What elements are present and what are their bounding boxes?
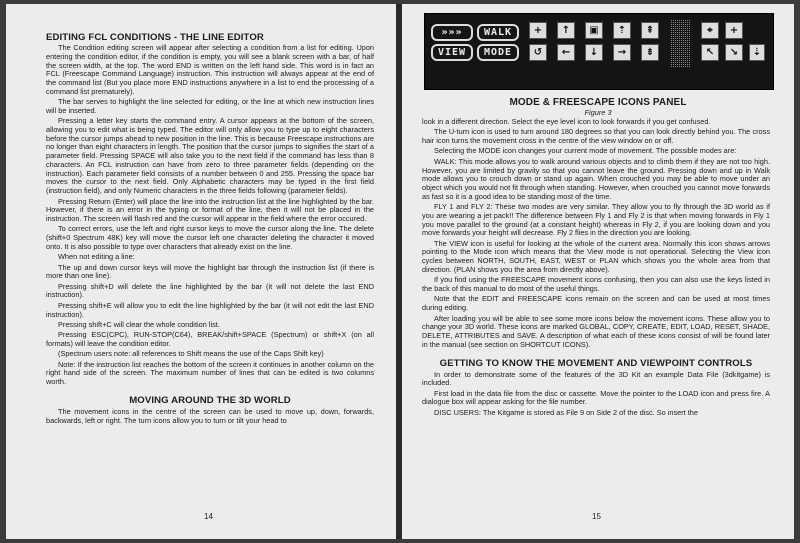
right-arrow-icon: →	[613, 44, 631, 61]
right-body	[422, 118, 770, 417]
mode-label: MODE	[477, 44, 519, 61]
section-title-controls: GETTING TO KNOW THE MOVEMENT AND VIEWPOINT CONTROLS	[439, 357, 753, 369]
walk-label: WALK	[477, 24, 519, 41]
paragraph: First load in the data file from the disc or cassette. Move the pointer to the LOAD icon and press fire. A dialogue box will appear asking for the file number.	[422, 388, 770, 407]
up-arrow-icon: ⇡	[613, 22, 631, 39]
paragraph: Pressing a letter key starts the command entry. A cursor appears at the bottom of the screen, allowing you to edit what is being typed. The editor will only allow you to type up to eight characters before the cursor jumps ahead to new position in the line. This is because Freescape instructions are no longer than eight characters in length. The position that the cursor jumps to signifies the start of a parameter field. Pressing SPACE will also take you to the next field if the command has less than 8 characters. An FCL instruction can have from zero to three parameter fields (depending on the instruction). Each parameter field consists of a number between 0 and 255. Pressing the space bar moves the cursor to the next field. Only Alphabetic characters may be typed in the first field (instruction field), and only Numeric characters in the three fields following (parameter fields).	[46, 116, 374, 196]
paragraph: Pressing shift+D will delete the line highlighted by the bar (it will not delete the last END instruction).	[46, 281, 374, 300]
figure-title: MODE & FREESCAPE ICONS PANEL	[509, 97, 687, 108]
paragraph: Selecting the MODE icon changes your current mode of movement. The possible modes are:	[434, 146, 737, 156]
icons-panel-figure	[424, 13, 774, 90]
paragraph: The bar serves to highlight the line selected for editing, or the line at which new instruction lines will be inserted.	[46, 97, 374, 115]
paragraph: Pressing shift+E will allow you to edit the line highlighted by the bar (it will not edit the last END instruction).	[46, 300, 374, 319]
plus-icon: +	[529, 22, 547, 39]
paragraph: Pressing shift+C will clear the whole condition list.	[58, 319, 220, 329]
arrows-label: »»»	[431, 24, 473, 41]
page-number: 15	[592, 512, 601, 521]
paragraph: FLY 1 and FLY 2: These two modes are very similar. They allow you to fly through the 3D world as if you are wearing a jet pack!! The difference between Fly 1 and Fly 2 is that when moving forwards in Fly 1 you move parallel to the ground (at a constant height) whereas in Fly 2, if you are looking down and you move forwards your height will decrease. Fly 2 flies in the direction you are looking.	[422, 202, 770, 238]
down-arrow-icon: ⇟	[641, 44, 659, 61]
paragraph: The movement icons in the centre of the screen can be used to move up, down, forwards, backwards, left or right. The turn icons allow you to turn or tilt your head to	[46, 406, 374, 425]
paragraph: The Condition editing screen will appear after selecting a condition from a list for editing. Upon entering the condition editor, if the condition is empty, you will see a blank screen with a bar, of half the screen width, at the top. The word END is written on the left hand side. This word is in fact an FCL (Freescape Command Language) instruction. This instruction will always appear at the end of the command list (But you place more END instructions anywhere in a list to end the processing of a command list prematurely).	[46, 43, 374, 96]
box-up-icon: ▣	[585, 22, 603, 39]
crosshair-icon: ⌖	[701, 22, 719, 39]
right-page	[402, 4, 794, 539]
paragraph: Pressing Return (Enter) will place the line into the instruction list at the line highlighted by the bar. However, if there is an error in the typing or format of the line, then it will not be placed in the instruction. The screen will flash red and the cursor will appear in the field where the error occured.	[46, 196, 374, 224]
paragraph: The U-turn icon is used to turn around 180 degrees so that you can look directly behind you. The cross hair icon turns the movement cross in the centre of the view window on or off.	[422, 127, 770, 146]
section-title-line-editor: EDITING FCL CONDITIONS - THE LINE EDITOR	[46, 32, 264, 43]
paragraph: DISC USERS: The Kitgame is stored as File 9 on Side 2 of the disc. So insert the	[434, 407, 698, 417]
paragraph: Note: If the instruction list reaches the bottom of the screen it continues in another column on the right hand side of the screen. The maximum number of lines that can be edited is two columns worth.	[46, 359, 374, 387]
view-label: VIEW	[431, 44, 473, 61]
down-box-icon: ↓	[585, 44, 603, 61]
paragraph: look in a different direction. Select the eye level icon to look forwards if you get confused.	[422, 117, 711, 126]
left-page	[6, 4, 396, 539]
left-arrow-icon: ←	[557, 44, 575, 61]
u-turn-icon: ↺	[529, 44, 547, 61]
paragraph: The up and down cursor keys will move the highlight bar through the instruction list (if there is more than one line).	[46, 262, 374, 281]
paragraph: WALK: This mode allows you to walk around various objects and to climb them if they are not too high. However, you are limited by gravity so that you cannot leave the ground. Pressing down and up in Walk mode allows you to crouch down or stand up again. When crouched you may be able to move under an object which you would not fit through when standing. However, when crouched you cannot move forwards as fast so it is a good idea to be standing most of the time.	[422, 156, 770, 201]
up-tilt-icon: ↑	[557, 22, 575, 39]
section-title-moving: MOVING AROUND THE 3D WORLD	[129, 394, 291, 406]
paragraph: Note that the EDIT and FREESCAPE icons remain on the screen and can be used at most times during editing.	[422, 294, 770, 313]
paragraph: After loading you will be able to see some more icons below the movement icons. These allow you to change your 3D world. These icons are marked GLOBAL, COPY, CREATE, EDIT, LOAD, RESET, SHADE, DELETE, ATTRIBUTES and SAVE. A description of what each of these icons consist of will be found later in the manual (see section on SHORTCUT ICONS).	[422, 313, 770, 349]
paragraph: To correct errors, use the left and right cursor keys to move the cursor along the line. The delete (shift+0 Spectrum 48K) key will move the cursor left one character deleting the character it moved onto. It is also possible to type over characters that already exist on the line.	[46, 224, 374, 251]
dither-separator	[671, 20, 691, 68]
turn-right-icon: ↘	[725, 44, 743, 61]
figure-caption: Figure 3	[584, 108, 612, 117]
paragraph: The VIEW icon is useful for looking at the whole of the current area. Normally this icon shows arrows pointing to the Mode icon which means that the View mode is not operational. Selecting the View icon cycles between NORTH, SOUTH, EAST, WEST or PLAN which shows you the whole area from that direction. (PLAN shows you the area from directly above).	[422, 238, 770, 274]
paragraph: Pressing ESC(CPC), RUN-STOP(C64), BREAK/shift+SPACE (Spectrum) or shift+X (on all formats) will leave the condition editor.	[46, 330, 374, 348]
paragraph: (Spectrum users note: all references to Shift means the use of the Caps Shift key)	[58, 349, 324, 359]
paragraph: When not editing a line:	[58, 252, 135, 262]
tilt-down-icon: ⇣	[749, 44, 765, 61]
turn-left-icon: ↖	[701, 44, 719, 61]
cross-icon: +	[725, 22, 743, 39]
paragraph: If you find using the FREESCAPE movement icons confusing, then you can also use the keys listed in the back of this manual to do most of the useful things.	[422, 275, 770, 294]
tilt-up-icon: ⇞	[641, 22, 659, 39]
page-number: 14	[204, 512, 213, 521]
paragraph: In order to demonstrate some of the features of the 3D Kit an example Data File (3dkitgame) is included.	[422, 369, 770, 388]
